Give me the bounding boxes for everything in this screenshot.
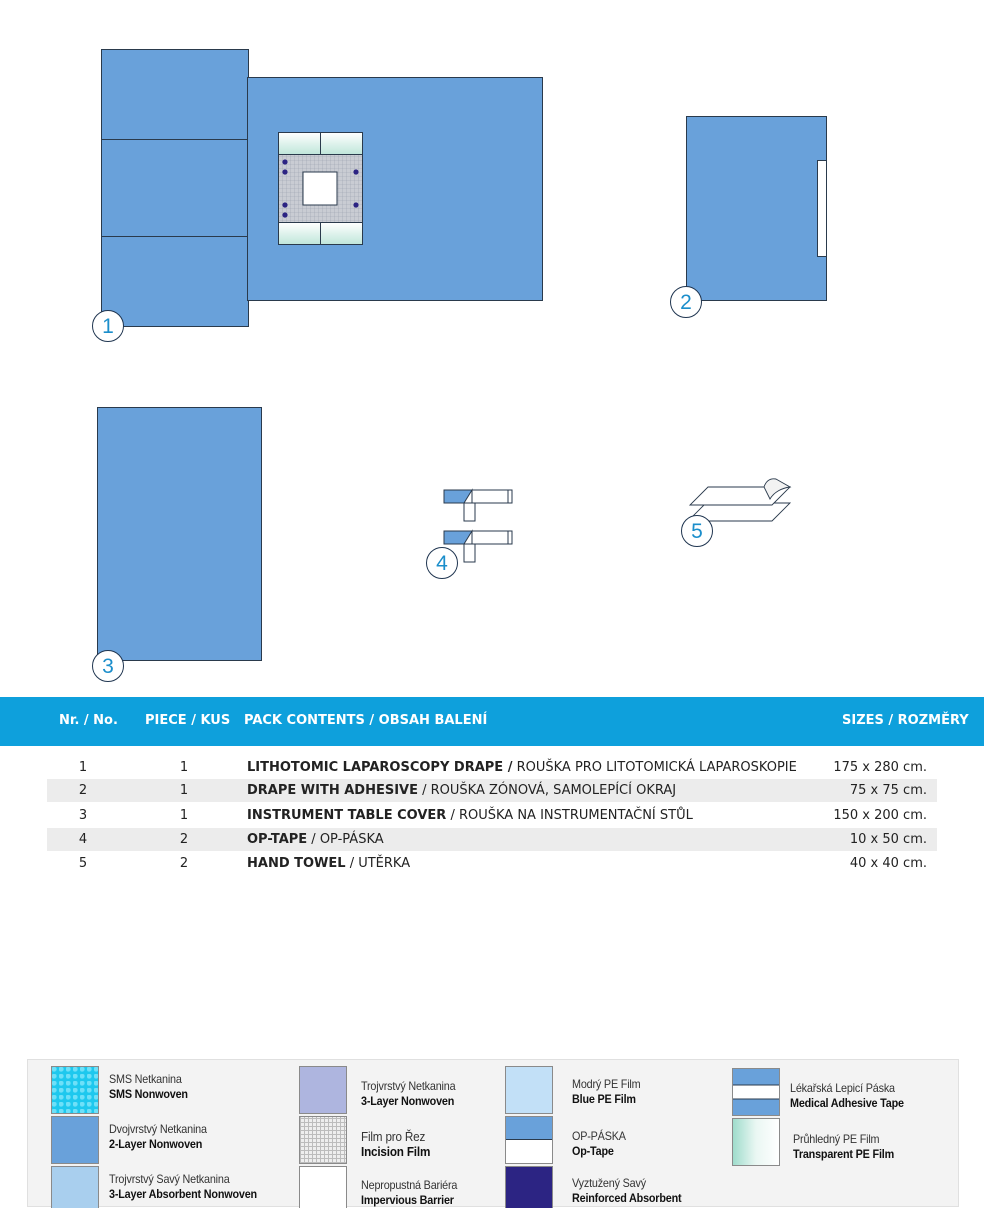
callout-5: 5 — [681, 515, 713, 547]
legend-en: 3-Layer Nonwoven — [361, 1094, 455, 1108]
row-name-cz: / ROUŠKA NA INSTRUMENTAČNÍ STŮL — [446, 808, 693, 823]
row-size: 40 x 40 cm. — [849, 856, 927, 871]
legend-cz: Modrý PE Film — [572, 1077, 641, 1091]
legend-item-adhesive — [790, 1081, 917, 1111]
row-name-en: INSTRUMENT TABLE COVER — [247, 808, 447, 823]
row-nr: 5 — [78, 856, 88, 871]
callout-1: 1 — [92, 310, 124, 342]
row-name — [247, 808, 693, 823]
row-piece: 2 — [179, 856, 189, 871]
row-name — [247, 832, 384, 847]
row-size: 10 x 50 cm. — [849, 832, 927, 847]
header-sizes: SIZES / ROZMĚRY — [842, 713, 969, 728]
row-piece: 1 — [179, 783, 189, 798]
legend-cz: OP-PÁSKA — [572, 1129, 626, 1143]
table-row — [47, 756, 937, 779]
legend-cz: Průhledný PE Film — [793, 1132, 880, 1146]
drape-2-sheet — [686, 116, 827, 301]
row-name — [247, 783, 676, 798]
legend-cz: SMS Netkanina — [109, 1072, 182, 1086]
row-name-cz: ROUŠKA PRO LITOTOMICKÁ LAPAROSKOPIE — [512, 760, 797, 775]
three-layer-swatch — [299, 1066, 347, 1114]
row-name-en: OP-TAPE — [247, 832, 308, 847]
legend-en: Medical Adhesive Tape — [790, 1096, 904, 1110]
transparent-pe-swatch — [732, 1118, 780, 1166]
row-size: 150 x 200 cm. — [833, 808, 927, 823]
legend-item-optape — [572, 1129, 632, 1159]
row-piece: 1 — [179, 808, 189, 823]
legend-en: Blue PE Film — [572, 1092, 636, 1106]
sms-nonwoven-swatch — [51, 1066, 99, 1114]
drape-1-fenestration — [278, 132, 364, 246]
drape-2-adhesive-strip — [817, 160, 827, 257]
absorbent-swatch — [51, 1166, 99, 1208]
legend-en: 2-Layer Nonwoven — [109, 1137, 203, 1151]
legend-en: 3-Layer Absorbent Nonwoven — [109, 1187, 257, 1201]
blue-pe-swatch — [505, 1066, 553, 1114]
reinforced-swatch — [505, 1166, 553, 1208]
row-size: 75 x 75 cm. — [849, 783, 927, 798]
row-size: 175 x 280 cm. — [833, 760, 927, 775]
legend-en: Op-Tape — [572, 1144, 614, 1158]
row-nr: 4 — [78, 832, 88, 847]
callout-4: 4 — [426, 547, 458, 579]
callout-2: 2 — [670, 286, 702, 318]
table-row — [47, 828, 937, 851]
row-piece: 2 — [179, 832, 189, 847]
legend-item-bluepe — [572, 1077, 648, 1107]
legend-cz: Lékařská Lepicí Páska — [790, 1081, 895, 1095]
callout-3: 3 — [92, 650, 124, 682]
row-name-cz: / ROUŠKA ZÓNOVÁ, SAMOLEPÍCÍ OKRAJ — [418, 783, 677, 798]
two-layer-swatch — [51, 1116, 99, 1164]
row-nr: 1 — [78, 760, 88, 775]
legend-cz: Trojvrstvý Savý Netkanina — [109, 1172, 230, 1186]
legend-item-3layer — [361, 1079, 466, 1109]
row-name-cz: / OP-PÁSKA — [307, 832, 384, 847]
legend-cz: Nepropustná Bariéra — [361, 1178, 458, 1192]
header-piece: PIECE / KUS — [145, 713, 231, 728]
drape-1-left-panel-top — [101, 49, 249, 140]
table-row — [47, 804, 937, 827]
row-name — [247, 760, 797, 775]
legend-en: SMS Nonwoven — [109, 1087, 188, 1101]
table-row — [47, 779, 937, 802]
legend-item-incision — [361, 1129, 438, 1159]
legend-en: Reinforced Absorbent — [572, 1191, 682, 1205]
drape-1-left-panel-bottom — [101, 236, 249, 327]
op-tape-swatch — [505, 1116, 553, 1164]
row-name-en: LITHOTOMIC LAPAROSCOPY DRAPE / — [247, 760, 513, 775]
row-name — [247, 856, 410, 871]
row-nr: 2 — [78, 783, 88, 798]
table-header — [0, 697, 984, 746]
row-name-en: DRAPE WITH ADHESIVE — [247, 783, 418, 798]
table-cover-sheet — [97, 407, 262, 661]
legend-en: Impervious Barrier — [361, 1193, 454, 1207]
legend-item-reinforced — [572, 1176, 694, 1206]
legend-en: Transparent PE Film — [793, 1147, 895, 1161]
legend-item-transparent — [793, 1132, 905, 1162]
adhesive-tape-swatch — [732, 1068, 780, 1116]
legend-cz: Vyztužený Savý — [572, 1176, 646, 1190]
drape-1-left-panel-middle — [101, 139, 249, 237]
header-contents: PACK CONTENTS / OBSAH BALENÍ — [244, 713, 488, 728]
table-row — [47, 852, 937, 875]
row-name-cz: / UTĚRKA — [345, 856, 411, 871]
row-nr: 3 — [78, 808, 88, 823]
legend-cz: Trojvrstvý Netkanina — [361, 1079, 456, 1093]
legend-en: Incision Film — [361, 1144, 431, 1159]
legend-item-2layer — [109, 1122, 218, 1152]
legend-item-impervious — [361, 1178, 468, 1208]
incision-film-swatch — [299, 1116, 347, 1164]
legend-item-sms — [109, 1072, 197, 1102]
header-nr: Nr. / No. — [59, 713, 118, 728]
material-legend — [27, 1059, 959, 1207]
row-name-en: HAND TOWEL — [247, 856, 346, 871]
legend-cz: Dvojvrstvý Netkanina — [109, 1122, 207, 1136]
impervious-swatch — [299, 1166, 347, 1208]
legend-item-absorbent — [109, 1172, 273, 1202]
row-piece: 1 — [179, 760, 189, 775]
legend-cz: Film pro Řez — [361, 1129, 426, 1144]
